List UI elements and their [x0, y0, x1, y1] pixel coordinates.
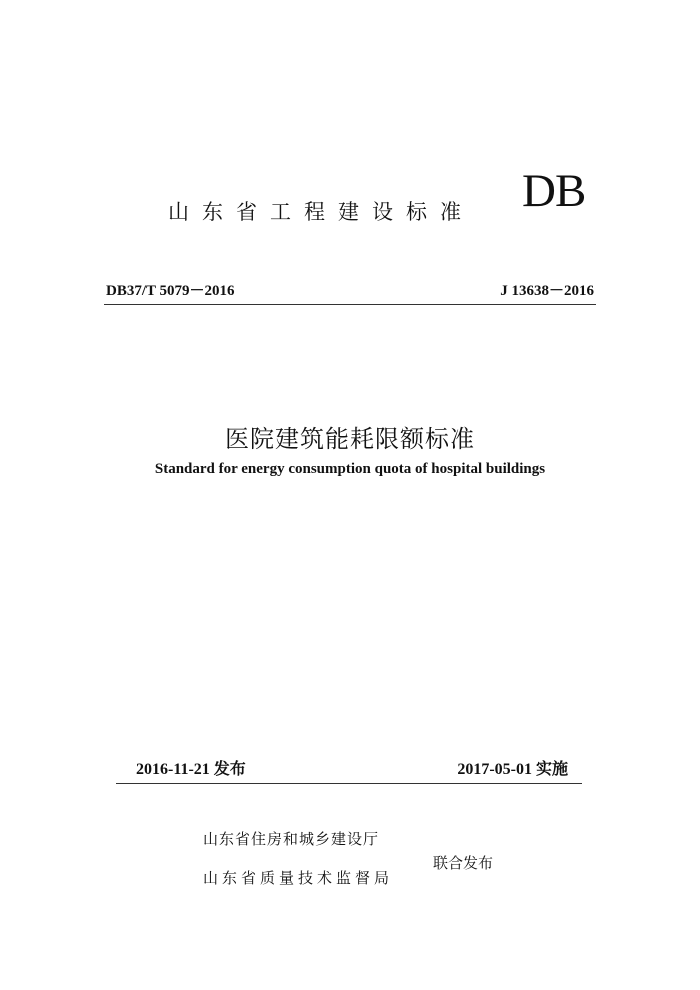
joint-release-label: 联合发布 — [433, 854, 494, 872]
date-row — [136, 756, 568, 778]
standard-code: DB37/T 5079－2016 — [106, 283, 235, 299]
effective-label: 实施 — [535, 759, 568, 778]
effective-date-block — [457, 756, 568, 779]
issuer-quality-bureau: 山东省质量技术监督局 — [203, 869, 394, 887]
top-divider — [104, 304, 596, 305]
effective-date: 2017-05-01 — [457, 761, 532, 778]
registration-code: J 13638－2016 — [500, 283, 594, 299]
db-mark: DB — [522, 165, 586, 217]
release-date: 2016-11-21 — [136, 761, 210, 778]
release-label: 发布 — [213, 759, 246, 778]
issuer-housing-department: 山东省住房和城乡建设厅 — [203, 830, 380, 848]
document-title-zh: 医院建筑能耗限额标准 — [225, 425, 475, 453]
document-title-en: Standard for energy consumption quota of hospital buildings — [154, 461, 546, 477]
release-date-block — [136, 756, 246, 779]
standard-series-title: 山东省工程建设标准 — [168, 200, 474, 224]
standard-codes — [106, 279, 594, 301]
bottom-divider — [116, 783, 582, 784]
